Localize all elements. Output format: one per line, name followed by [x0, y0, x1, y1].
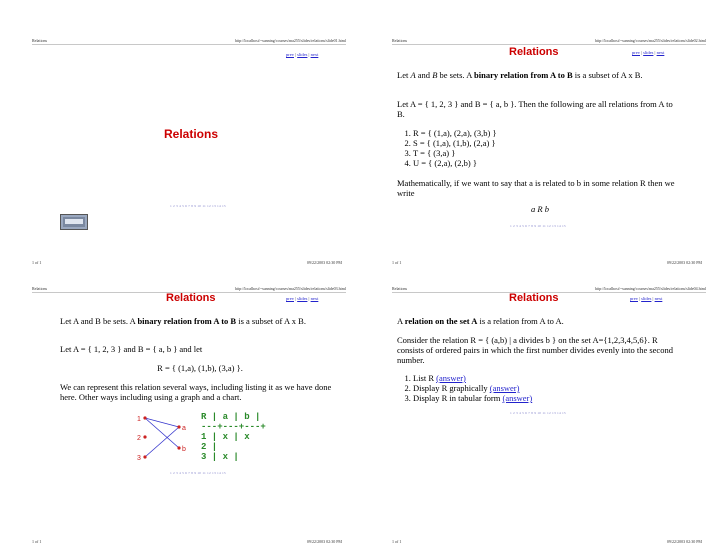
slide-nav: prev | slides | next [632, 50, 665, 55]
graph-label-2: 2 [137, 435, 141, 442]
list-item: 1. List R (answer) [413, 373, 682, 383]
header-divider [392, 44, 706, 45]
slides-link[interactable]: slides [643, 50, 654, 55]
definition-term: relation on the set A [404, 316, 478, 326]
answer-link[interactable]: (answer) [436, 373, 466, 383]
graph-node-a [177, 425, 180, 428]
graph-node-b [177, 446, 180, 449]
header-url: http://localhost/~sunning/courses/ma255/slides/relations/slide01.html [234, 38, 346, 43]
graph-node-2 [143, 435, 146, 438]
slide-page-4 [364, 283, 716, 551]
page-footer [364, 260, 716, 272]
list-item: 3. T = { (3,a) } [413, 148, 677, 158]
list-item: 2. S = { (1,a), (1,b), (2,a) } [413, 138, 677, 148]
relation-formula: R = { (1,a), (1,b), (3,a) }. [157, 363, 243, 373]
list-item: 2. Display R graphically (answer) [413, 383, 682, 393]
footer-page-count: 1 of 1 [392, 260, 402, 265]
slide-title: Relations [166, 292, 216, 304]
relation-table: R | a | b | ---+---+---+ 1 | x | x 2 | 3 | x | [201, 412, 266, 462]
slide-index-links[interactable]: 1 2 3 4 5 6 7 8 9 10 11 12 13 14 15 [170, 471, 226, 475]
footer-page-count: 1 of 1 [392, 539, 402, 544]
answer-link[interactable]: (answer) [489, 383, 520, 393]
header-divider [32, 44, 346, 45]
graph-label-3: 3 [137, 455, 141, 462]
list-item: 4. U = { (2,a), (2,b) } [413, 158, 677, 168]
slide-title: Relations [509, 46, 559, 58]
header-url: http://localhost/~sunning/courses/ma255/slides/relations/slide04.html [594, 286, 706, 291]
slides-link[interactable]: slides [641, 296, 652, 301]
slide-index-links[interactable]: 1 2 3 4 5 6 7 8 9 10 11 12 13 14 15 [510, 411, 566, 415]
example-paragraph: Let A = { 1, 2, 3 } and B = { a, b }. Then the following are all relations from A to B. [397, 99, 673, 119]
page-footer [4, 260, 356, 272]
slide-index-links[interactable]: 1 2 3 4 5 6 7 8 9 10 11 12 13 14 15 [170, 204, 226, 208]
list-item: 1. R = { (1,a), (2,a), (3,b) } [413, 128, 677, 138]
answer-link[interactable]: (answer) [502, 393, 533, 403]
prev-link[interactable]: prev [632, 50, 640, 55]
definition-paragraph: A relation on the set A is a relation from A to A. [397, 316, 564, 326]
graph-label-a: a [182, 425, 186, 432]
notation-paragraph: Mathematically, if we want to say that a is related to b in some relation R then we write [397, 178, 675, 198]
next-link[interactable]: next [310, 52, 319, 57]
next-link[interactable]: next [656, 50, 665, 55]
slide-nav: prev | slides | next [286, 52, 319, 57]
next-link[interactable]: next [654, 296, 663, 301]
graph-label-b: b [182, 446, 186, 453]
footer-page-count: 1 of 1 [32, 260, 42, 265]
next-link[interactable]: next [310, 296, 319, 301]
slide-title: Relations [509, 292, 559, 304]
slides-link[interactable]: slides [297, 296, 308, 301]
graph-label-1: 1 [137, 416, 141, 423]
slide-nav: prev | slides | next [286, 296, 319, 301]
logo-image [60, 214, 88, 230]
prev-link[interactable]: prev [286, 296, 294, 301]
slide-title: Relations [164, 127, 219, 141]
footer-page-count: 1 of 1 [32, 539, 42, 544]
page-footer [364, 539, 716, 551]
footer-timestamp: 09/22/2003 02:30 PM [306, 539, 342, 544]
representation-paragraph: We can represent this relation several ways, including listing it as we have done here. Other ways including using a graph and a chart. [60, 382, 332, 402]
page-footer [4, 539, 356, 551]
definition-term: binary relation from A to B [474, 70, 573, 80]
slide-nav: prev | slides | next [630, 296, 663, 301]
list-item: 3. Display R in tabular form (answer) [413, 393, 682, 403]
header-title: Relations [32, 38, 48, 43]
header-title: Relations [32, 286, 48, 291]
slides-link[interactable]: slides [297, 52, 308, 57]
slide-page-3 [4, 283, 356, 551]
exercise-list [397, 373, 682, 403]
notation-formula: a R b [531, 204, 549, 214]
example-paragraph: Let A = { 1, 2, 3 } and B = { a, b } and let [60, 344, 203, 354]
slide-page-1 [4, 4, 356, 272]
definition-term: binary relation from A to B [137, 316, 237, 326]
graph-node-1 [143, 416, 146, 419]
relation-graph [139, 411, 199, 463]
definition-paragraph: Let A and B be sets. A binary relation from A to B is a subset of A x B. [397, 70, 643, 80]
footer-timestamp: 09/22/2003 02:30 PM [666, 260, 702, 265]
header-title: Relations [392, 286, 408, 291]
definition-paragraph: Let A and B be sets. A binary relation from A to B is a subset of A x B. [60, 316, 306, 326]
graph-node-3 [143, 455, 146, 458]
prev-link[interactable]: prev [630, 296, 638, 301]
prev-link[interactable]: prev [286, 52, 294, 57]
slide-page-2 [364, 4, 716, 272]
header-url: http://localhost/~sunning/courses/ma255/slides/relations/slide03.html [234, 286, 346, 291]
header-url: http://localhost/~sunning/courses/ma255/slides/relations/slide02.html [594, 38, 706, 43]
slide-index-links[interactable]: 1 2 3 4 5 6 7 8 9 10 11 12 13 14 15 [510, 224, 566, 228]
header-title: Relations [392, 38, 408, 43]
relations-list [397, 128, 677, 168]
example-paragraph: Consider the relation R = { (a,b) | a divides b } on the set A={1,2,3,4,5,6}. R consists of ordered pairs in which the first number divides evenly into the second number. [397, 335, 673, 365]
footer-timestamp: 09/22/2003 02:30 PM [306, 260, 342, 265]
footer-timestamp: 09/22/2003 02:30 PM [666, 539, 702, 544]
